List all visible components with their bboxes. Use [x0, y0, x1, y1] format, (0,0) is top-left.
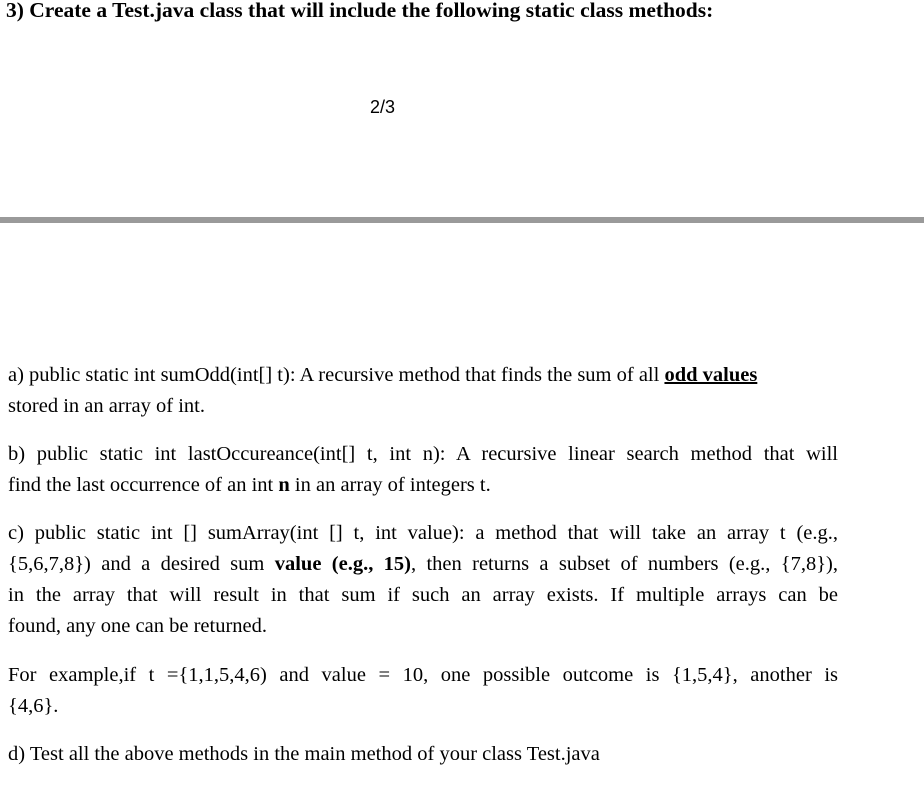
- item-b-line-1: b) public static int lastOccureance(int[] t, int n): A recursive linear search method that will: [8, 443, 838, 465]
- page-number: 2/3: [370, 97, 396, 117]
- item-a-line-2: stored in an array of int.: [8, 395, 205, 417]
- item-c-line-3: in the array that will result in that sum if such an array exists. If multiple arrays can be: [8, 584, 838, 606]
- item-b-emphasis: n: [278, 474, 290, 496]
- item-a-line-1: [8, 360, 838, 391]
- item-b: [8, 439, 838, 501]
- item-d: [8, 739, 838, 770]
- item-b-line-2: [8, 470, 838, 501]
- example-line-1: For example,if t ={1,1,5,4,6) and value = 10, one possible outcome is {1,5,4}, another is: [8, 664, 838, 686]
- example-line-2: {4,6}.: [8, 695, 59, 717]
- item-c-line-2: [8, 549, 838, 580]
- item-a: [8, 360, 838, 422]
- page-divider: [0, 217, 924, 223]
- item-c-line-4: found, any one can be returned.: [8, 615, 267, 637]
- item-c: [8, 518, 838, 642]
- item-c-line-1: c) public static int [] sumArray(int [] t, int value): a method that will take an array t (e.g.,: [8, 522, 838, 544]
- item-c-text-end: , then returns a subset of numbers (e.g., {7,8}),: [411, 553, 838, 575]
- item-b-text-end: in an array of integers t.: [289, 474, 491, 496]
- item-b-text: find the last occurrence of an int: [8, 474, 279, 496]
- item-c-text: {5,6,7,8}) and a desired sum: [8, 553, 275, 575]
- item-a-text: a) public static int sumOdd(int[] t): A recursive method that finds the sum of all: [8, 364, 665, 386]
- item-d-line-1: d) Test all the above methods in the main method of your class Test.java: [8, 743, 600, 765]
- item-c-emphasis: value (e.g., 15): [274, 553, 411, 575]
- item-a-emphasis: odd values: [664, 364, 758, 386]
- question-heading: 3) Create a Test.java class that will include the following static class methods:: [6, 0, 714, 22]
- example-paragraph: [8, 660, 838, 722]
